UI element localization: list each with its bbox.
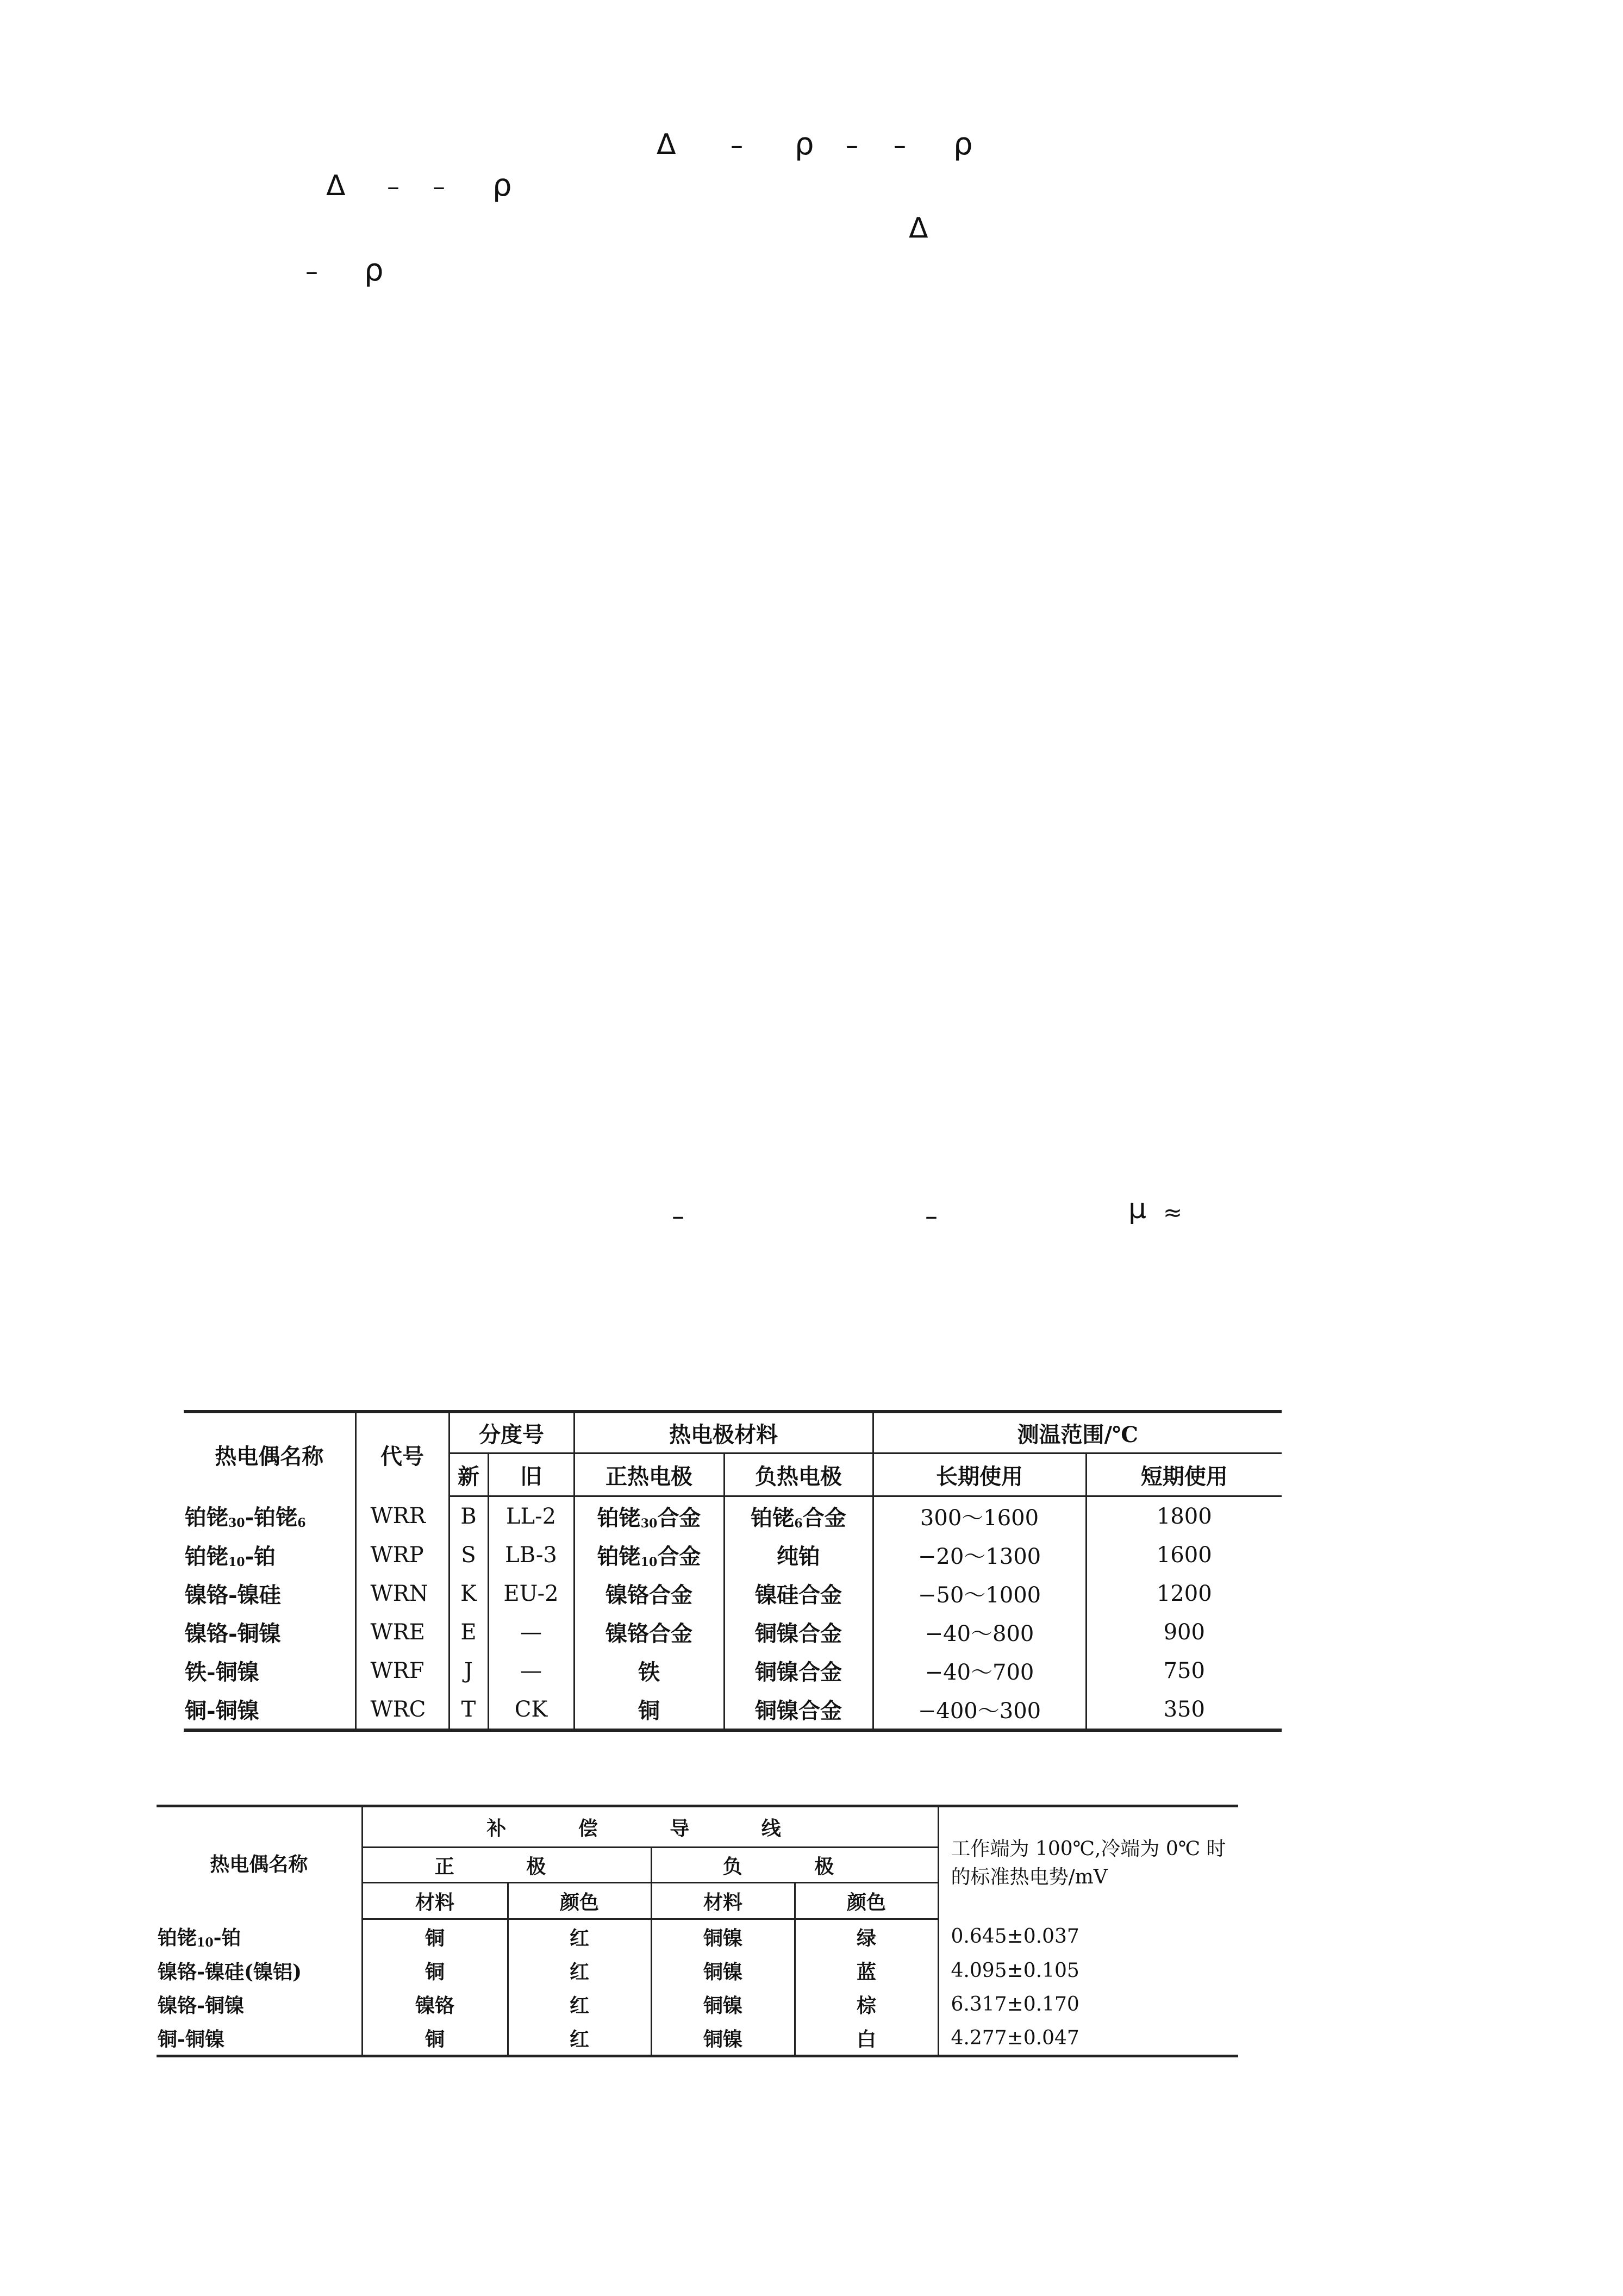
cell-short: 1600	[1086, 1536, 1282, 1574]
header-positive: 正热电极	[574, 1453, 724, 1496]
header-negative: 负 极	[651, 1848, 938, 1883]
header-neg-material: 材料	[651, 1883, 795, 1919]
cell-neg-color: 绿	[795, 1919, 938, 1954]
cell-negative: 纯铂	[724, 1536, 873, 1574]
table-row	[184, 1496, 1282, 1536]
cell-old: LL-2	[488, 1496, 574, 1536]
rho-symbol: ρ	[795, 127, 814, 162]
cell-code: WRP	[355, 1536, 449, 1574]
cell-name: 镍铬-镍硅(镍铝)	[158, 1960, 302, 1983]
cell-pos-color: 红	[508, 1987, 651, 2021]
header-pos-color: 颜色	[508, 1883, 651, 1919]
header-code: 代号	[355, 1412, 449, 1496]
cell-pos-color: 红	[508, 2021, 651, 2056]
cell-name: 铂铑$_{10}$-铂	[158, 1926, 241, 1950]
cell-name: 铁-铜镍	[185, 1659, 259, 1685]
cell-emf: 4.095±0.105	[938, 1954, 1238, 1987]
header-grad-old: 旧	[488, 1453, 574, 1496]
cell-long: −50～1000	[873, 1574, 1086, 1613]
cell-positive: 铁	[574, 1651, 724, 1690]
dash-symbol: –	[894, 130, 906, 160]
header-emf: 工作端为 100℃,冷端为 0℃ 时的标准热电势/mV	[938, 1806, 1238, 1919]
cell-code: WRN	[355, 1574, 449, 1613]
thermocouple-table	[184, 1410, 1282, 1732]
cell-code: WRF	[355, 1651, 449, 1690]
cell-new: J	[449, 1651, 488, 1690]
rho-symbol: ρ	[364, 253, 384, 288]
cell-new: S	[449, 1536, 488, 1574]
cell-code: WRC	[355, 1690, 449, 1730]
cell-short: 1200	[1086, 1574, 1282, 1613]
cell-old: —	[488, 1651, 574, 1690]
cell-negative: 铜镍合金	[724, 1690, 873, 1730]
header-pos-material: 材料	[362, 1883, 508, 1919]
header-material: 热电极材料	[574, 1412, 873, 1453]
cell-neg-color: 白	[795, 2021, 938, 2056]
rho-symbol: ρ	[492, 168, 512, 203]
cell-long: 300～1600	[873, 1496, 1086, 1536]
table-row	[157, 1919, 1238, 1954]
cell-old: CK	[488, 1690, 574, 1730]
cell-name: 镍铬-镍硅	[185, 1582, 281, 1608]
cell-pos-material: 铜	[362, 1919, 508, 1954]
cell-negative: 镍硅合金	[724, 1574, 873, 1613]
dash-symbol: –	[731, 130, 743, 160]
cell-pos-color: 红	[508, 1954, 651, 1987]
cell-new: K	[449, 1574, 488, 1613]
table-row	[184, 1536, 1282, 1574]
cell-new: B	[449, 1496, 488, 1536]
cell-positive: 铂铑$_{10}$合金	[574, 1536, 724, 1574]
cell-neg-color: 棕	[795, 1987, 938, 2021]
cell-old: EU-2	[488, 1574, 574, 1613]
table-row	[157, 1987, 1238, 2021]
cell-neg-material: 铜镍	[651, 1919, 795, 1954]
header-range: 测温范围/℃	[873, 1412, 1282, 1453]
header-long-term: 长期使用	[873, 1453, 1086, 1496]
cell-neg-material: 铜镍	[651, 1954, 795, 1987]
cell-name: 铜-铜镍	[158, 2027, 224, 2051]
cell-name: 铜-铜镍	[185, 1698, 259, 1724]
header-short-term: 短期使用	[1086, 1453, 1282, 1496]
dash-symbol: –	[846, 130, 858, 160]
rho-symbol: ρ	[953, 127, 973, 162]
compensation-wire-table	[157, 1805, 1238, 2057]
cell-long: −40～800	[873, 1613, 1086, 1651]
cell-negative: 铜镍合金	[724, 1651, 873, 1690]
cell-name: 铂铑$_{30}$-铂铑$_6$	[185, 1505, 306, 1531]
header-graduation: 分度号	[449, 1412, 574, 1453]
cell-negative: 铜镍合金	[724, 1613, 873, 1651]
table-row	[184, 1613, 1282, 1651]
cell-new: E	[449, 1613, 488, 1651]
dash-symbol: –	[305, 257, 318, 286]
cell-pos-material: 铜	[362, 1954, 508, 1987]
cell-code: WRR	[355, 1496, 449, 1536]
dash-symbol: –	[672, 1201, 684, 1231]
table-row	[157, 2021, 1238, 2056]
cell-emf: 6.317±0.170	[938, 1987, 1238, 2021]
delta-symbol: Δ	[657, 128, 676, 161]
cell-neg-material: 铜镍	[651, 2021, 795, 2056]
cell-negative: 铂铑$_6$合金	[724, 1496, 873, 1536]
cell-code: WRE	[355, 1613, 449, 1651]
cell-pos-color: 红	[508, 1919, 651, 1954]
cell-new: T	[449, 1690, 488, 1730]
cell-positive: 镍铬合金	[574, 1574, 724, 1613]
cell-old: —	[488, 1613, 574, 1651]
cell-long: −40～700	[873, 1651, 1086, 1690]
table-row	[184, 1690, 1282, 1730]
table-row	[184, 1574, 1282, 1613]
table-row	[157, 1954, 1238, 1987]
header-name: 热电偶名称	[210, 1853, 308, 1876]
dash-symbol: –	[387, 172, 399, 201]
cell-old: LB-3	[488, 1536, 574, 1574]
header-grad-new: 新	[449, 1453, 488, 1496]
cell-name: 铂铑$_{10}$-铂	[185, 1544, 276, 1569]
cell-pos-material: 铜	[362, 2021, 508, 2056]
header-name: 热电偶名称	[215, 1443, 324, 1469]
mu-symbol: μ	[1128, 1193, 1147, 1225]
delta-symbol: Δ	[326, 170, 346, 202]
table-row	[184, 1651, 1282, 1690]
header-neg-color: 颜色	[795, 1883, 938, 1919]
cell-emf: 4.277±0.047	[938, 2021, 1238, 2056]
dash-symbol: –	[925, 1201, 938, 1231]
cell-short: 750	[1086, 1651, 1282, 1690]
cell-long: −20～1300	[873, 1536, 1086, 1574]
cell-name: 镍铬-铜镍	[158, 1994, 244, 2017]
cell-pos-material: 镍铬	[362, 1987, 508, 2021]
cell-positive: 镍铬合金	[574, 1613, 724, 1651]
cell-neg-material: 铜镍	[651, 1987, 795, 2021]
dash-symbol: –	[433, 172, 445, 201]
delta-symbol: Δ	[909, 212, 928, 245]
header-negative: 负热电极	[724, 1453, 873, 1496]
cell-emf: 0.645±0.037	[938, 1919, 1238, 1954]
header-positive: 正 极	[362, 1848, 651, 1883]
cell-long: −400～300	[873, 1690, 1086, 1730]
cell-positive: 铜	[574, 1690, 724, 1730]
cell-neg-color: 蓝	[795, 1954, 938, 1987]
approx-symbol: ≈	[1163, 1199, 1183, 1226]
cell-short: 350	[1086, 1690, 1282, 1730]
cell-short: 900	[1086, 1613, 1282, 1651]
header-compensation: 补 偿 导 线	[362, 1806, 938, 1848]
cell-positive: 铂铑$_{30}$合金	[574, 1496, 724, 1536]
cell-short: 1800	[1086, 1496, 1282, 1536]
cell-name: 镍铬-铜镍	[185, 1621, 281, 1646]
